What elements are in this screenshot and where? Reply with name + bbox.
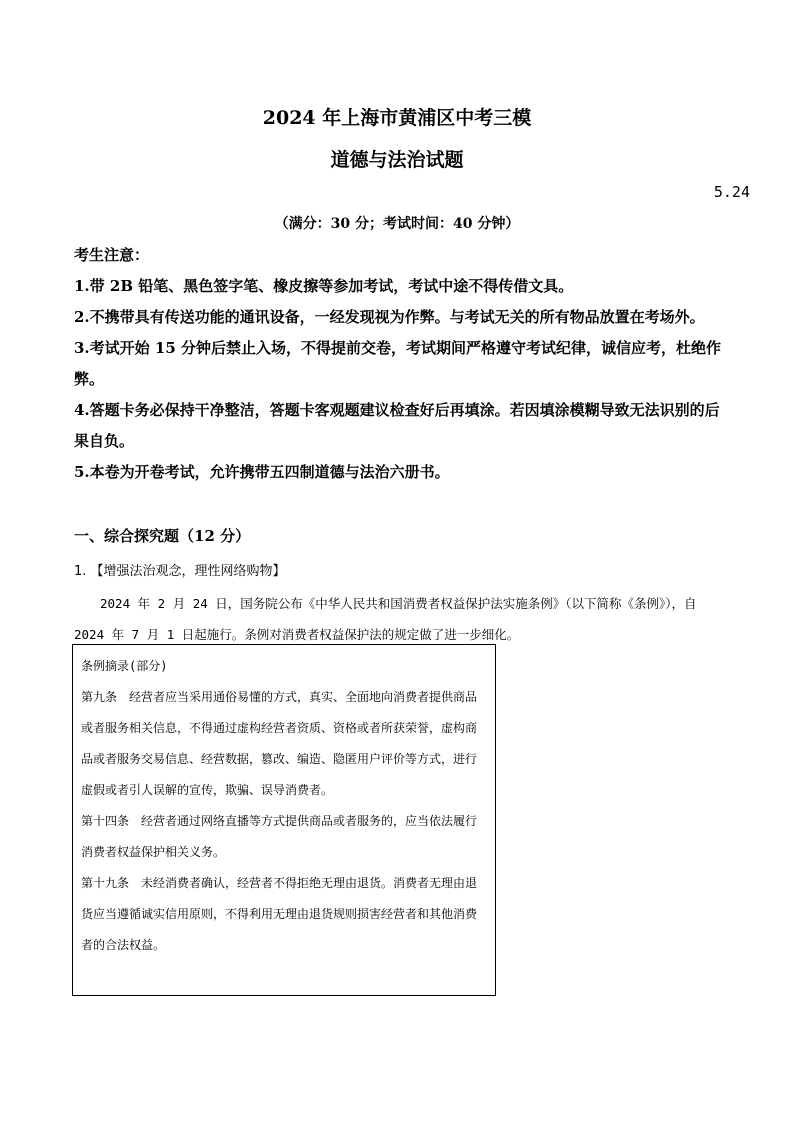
notice-item: 5.本卷为开卷考试，允许携带五四制道德与法治六册书。 [74,463,450,481]
notice-item: 1.带 2B 铅笔、黑色签字笔、橡皮擦等参加考试，考试中途不得传借文具。 [74,277,574,295]
exam-info: （满分：30 分；考试时间：40 分钟） [274,216,520,232]
intro-text: 2024 年 2 月 24 日，国务院公布《中华人民共和国消费者权益保护法实施条例》（以下简称《条例》），自 2024 年 7 月 1 日起施行。条例对消费者权益保护法的规定做了进一步细化。 [74,596,697,642]
subject-title: 道德与法治试题 [330,149,464,171]
article-9: 第九条 经营者应当采用通俗易懂的方式，真实、全面地向消费者提供商品或者服务相关信息，不得通过虚构经营者资质、资格或者所获荣誉，虚构商品或者服务交易信息、经营数据，篡改、编造、隐匿用户评价等方式，进行虚假或者引人误解的宣传，欺骗、误导消费者。 [81,690,478,797]
regulation-excerpt-box [72,644,496,996]
notice-item: 3.考试开始 15 分钟后禁止入场，不得提前交卷，考试期间严格遵守考试纪律，诚信应考，杜绝作弊。 [74,339,721,388]
question-label: 1. 【增强法治观念，理性网络购物】 [74,564,286,579]
candidate-notice [74,240,724,488]
notice-item: 4.答题卡务必保持干净整洁，答题卡客观题建议检查好后再填涂。若因填涂模糊导致无法识别的后果自负。 [74,401,720,450]
exam-title: 2024 年上海市黄浦区中考三模 [262,107,532,129]
notice-item: 2.不携带具有传送功能的通讯设备，一经发现视为作弊。与考试无关的所有物品放置在考场外。 [74,308,705,326]
excerpt-heading: 条例摘录(部分) [81,659,168,673]
notice-heading: 考生注意： [74,246,150,264]
article-14: 第十四条 经营者通过网络直播等方式提供商品或者服务的，应当依法履行消费者权益保护相关义务。 [81,814,478,859]
article-19: 第十九条 未经消费者确认，经营者不得拒绝无理由退货。消费者无理由退货应当遵循诚实信用原则，不得利用无理由退货规则损害经营者和其他消费者的合法权益。 [81,876,478,952]
exam-date: 5.24 [713,183,750,201]
question-intro [74,588,724,650]
section-heading: 一、综合探究题（12 分） [74,527,251,545]
